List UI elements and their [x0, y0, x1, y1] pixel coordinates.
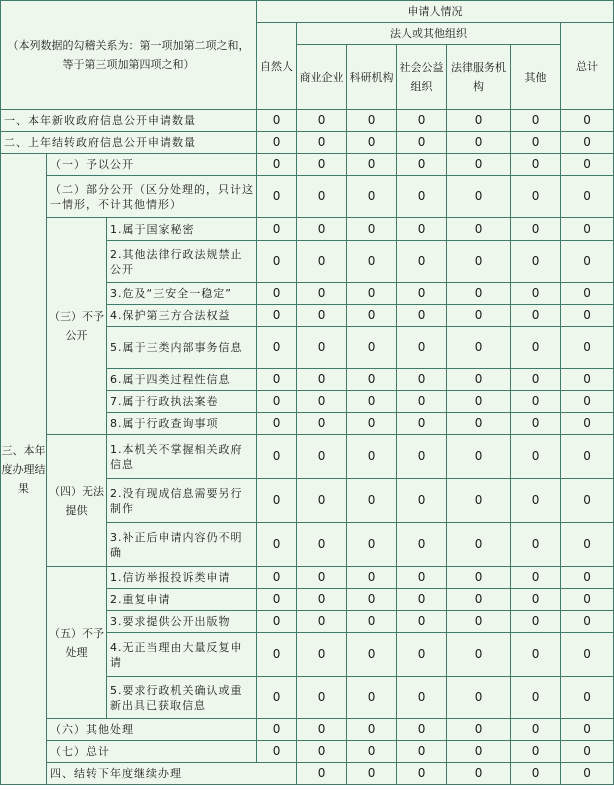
value-cell: 0 — [447, 369, 511, 391]
value-cell: 0 — [561, 479, 614, 523]
value-cell: 0 — [257, 305, 297, 327]
value-cell: 0 — [397, 479, 447, 523]
value-cell: 0 — [257, 523, 297, 567]
value-cell: 0 — [447, 218, 511, 241]
value-cell: 0 — [297, 218, 347, 241]
value-cell: 0 — [511, 218, 561, 241]
value-cell: 0 — [561, 763, 614, 785]
value-cell: 0 — [347, 479, 397, 523]
row-label-other-processing: （六）其他处理 — [47, 719, 257, 741]
table-row — [1, 719, 614, 741]
value-cell: 0 — [511, 633, 561, 677]
value-cell: 0 — [511, 435, 561, 479]
value-cell: 0 — [347, 589, 397, 611]
value-cell: 0 — [561, 154, 614, 176]
value-cell: 0 — [297, 589, 347, 611]
value-cell: 0 — [257, 218, 297, 241]
value-cell: 0 — [561, 369, 614, 391]
row-label-new-requests: 一、本年新收政府信息公开申请数量 — [1, 110, 257, 132]
not-open-item-label: 5.属于三类内部事务信息 — [107, 327, 257, 369]
value-cell: 0 — [397, 305, 447, 327]
value-cell: 0 — [347, 435, 397, 479]
value-cell: 0 — [257, 369, 297, 391]
value-cell: 0 — [257, 413, 297, 435]
value-cell: 0 — [297, 741, 347, 763]
value-cell: 0 — [297, 241, 347, 283]
value-cell: 0 — [347, 218, 397, 241]
value-cell: 0 — [297, 611, 347, 633]
table-row — [1, 567, 614, 589]
value-cell: 0 — [511, 305, 561, 327]
value-cell: 0 — [347, 391, 397, 413]
value-cell: 0 — [257, 154, 297, 176]
value-cell: 0 — [561, 741, 614, 763]
value-cell: 0 — [447, 132, 511, 154]
value-cell: 0 — [347, 305, 397, 327]
value-cell: 0 — [561, 218, 614, 241]
value-cell: 0 — [347, 611, 397, 633]
value-cell: 0 — [297, 283, 347, 305]
value-cell: 0 — [447, 110, 511, 132]
value-cell: 0 — [297, 633, 347, 677]
value-cell: 0 — [297, 132, 347, 154]
row-label-carry-forward: 四、结转下年度继续办理 — [47, 763, 297, 785]
value-cell: 0 — [447, 391, 511, 413]
value-cell: 0 — [347, 741, 397, 763]
value-cell: 0 — [511, 110, 561, 132]
value-cell: 0 — [561, 413, 614, 435]
value-cell: 0 — [397, 241, 447, 283]
value-cell: 0 — [511, 369, 561, 391]
section-result-label: 三、本年度办理结果 — [1, 154, 47, 785]
value-cell: 0 — [257, 132, 297, 154]
row-label-partial: （二）部分公开（区分处理的，只计这一情形，不计其他情形） — [47, 176, 257, 218]
value-cell: 0 — [447, 677, 511, 719]
value-cell: 0 — [347, 677, 397, 719]
value-cell: 0 — [561, 391, 614, 413]
value-cell: 0 — [347, 283, 397, 305]
header-applicant: 申请人情况 — [257, 1, 614, 23]
value-cell: 0 — [297, 369, 347, 391]
value-cell: 0 — [511, 589, 561, 611]
value-cell: 0 — [347, 413, 397, 435]
value-cell: 0 — [297, 176, 347, 218]
value-cell: 0 — [397, 154, 447, 176]
value-cell: 0 — [561, 110, 614, 132]
group-label-not-process: （五）不予处理 — [47, 567, 107, 719]
value-cell: 0 — [511, 241, 561, 283]
value-cell: 0 — [511, 479, 561, 523]
value-cell: 0 — [447, 567, 511, 589]
value-cell: 0 — [397, 677, 447, 719]
value-cell: 0 — [561, 589, 614, 611]
value-cell: 0 — [297, 327, 347, 369]
value-cell: 0 — [257, 567, 297, 589]
value-cell: 0 — [297, 523, 347, 567]
value-cell: 0 — [447, 413, 511, 435]
not-process-item-label: 3.要求提供公开出版物 — [107, 611, 257, 633]
not-open-item-label: 4.保护第三方合法权益 — [107, 305, 257, 327]
value-cell: 0 — [397, 589, 447, 611]
value-cell: 0 — [347, 763, 397, 785]
value-cell: 0 — [397, 435, 447, 479]
value-cell: 0 — [297, 567, 347, 589]
value-cell: 0 — [347, 633, 397, 677]
value-cell: 0 — [257, 435, 297, 479]
value-cell: 0 — [511, 413, 561, 435]
value-cell: 0 — [511, 677, 561, 719]
value-cell: 0 — [561, 327, 614, 369]
header-legal-other: 法人或其他组织 — [297, 23, 561, 45]
value-cell: 0 — [297, 110, 347, 132]
value-cell: 0 — [297, 305, 347, 327]
value-cell: 0 — [257, 741, 297, 763]
group-label-unable: （四）无法提供 — [47, 435, 107, 567]
value-cell: 0 — [347, 719, 397, 741]
value-cell: 0 — [447, 176, 511, 218]
value-cell: 0 — [257, 176, 297, 218]
value-cell: 0 — [297, 435, 347, 479]
value-cell: 0 — [347, 110, 397, 132]
value-cell: 0 — [347, 523, 397, 567]
value-cell: 0 — [257, 241, 297, 283]
value-cell: 0 — [447, 283, 511, 305]
value-cell: 0 — [397, 110, 447, 132]
value-cell: 0 — [297, 391, 347, 413]
value-cell: 0 — [257, 633, 297, 677]
value-cell: 0 — [397, 283, 447, 305]
value-cell: 0 — [447, 719, 511, 741]
value-cell: 0 — [511, 132, 561, 154]
value-cell: 0 — [297, 479, 347, 523]
value-cell: 0 — [561, 611, 614, 633]
row-label-open: （一）予以公开 — [47, 154, 257, 176]
value-cell: 0 — [447, 611, 511, 633]
value-cell: 0 — [447, 154, 511, 176]
value-cell: 0 — [347, 154, 397, 176]
value-cell: 0 — [561, 176, 614, 218]
row-label-subtotal: （七）总计 — [47, 741, 257, 763]
value-cell: 0 — [397, 523, 447, 567]
value-cell: 0 — [397, 327, 447, 369]
value-cell: 0 — [397, 633, 447, 677]
value-cell: 0 — [561, 677, 614, 719]
value-cell: 0 — [297, 763, 347, 785]
value-cell: 0 — [511, 176, 561, 218]
not-open-item-label: 8.属于行政查询事项 — [107, 413, 257, 435]
not-open-item-label: 1.属于国家秘密 — [107, 218, 257, 241]
not-open-item-label: 7.属于行政执法案卷 — [107, 391, 257, 413]
value-cell: 0 — [561, 567, 614, 589]
table-row — [1, 176, 614, 218]
value-cell: 0 — [511, 763, 561, 785]
value-cell: 0 — [397, 763, 447, 785]
value-cell: 0 — [447, 633, 511, 677]
value-cell: 0 — [297, 413, 347, 435]
value-cell: 0 — [561, 132, 614, 154]
header-research: 科研机构 — [347, 45, 397, 110]
value-cell: 0 — [347, 567, 397, 589]
value-cell: 0 — [561, 633, 614, 677]
not-process-item-label: 2.重复申请 — [107, 589, 257, 611]
value-cell: 0 — [561, 305, 614, 327]
value-cell: 0 — [561, 523, 614, 567]
value-cell: 0 — [511, 283, 561, 305]
header-note: （本列数据的勾稽关系为：第一项加第二项之和，等于第三项加第四项之和） — [1, 1, 257, 110]
value-cell: 0 — [511, 391, 561, 413]
value-cell: 0 — [511, 154, 561, 176]
header-total: 总计 — [561, 23, 614, 110]
value-cell: 0 — [257, 110, 297, 132]
not-process-item-label: 5.要求行政机关确认或重新出具已获取信息 — [107, 677, 257, 719]
value-cell: 0 — [397, 741, 447, 763]
value-cell: 0 — [561, 241, 614, 283]
not-open-item-label: 2.其他法律行政法规禁止公开 — [107, 241, 257, 283]
value-cell: 0 — [257, 677, 297, 719]
value-cell: 0 — [511, 327, 561, 369]
value-cell: 0 — [397, 413, 447, 435]
value-cell: 0 — [447, 479, 511, 523]
value-cell: 0 — [447, 305, 511, 327]
header-legal-service: 法律服务机构 — [447, 45, 511, 110]
value-cell: 0 — [561, 719, 614, 741]
header-other: 其他 — [511, 45, 561, 110]
not-open-item-label: 3.危及“三安全一稳定” — [107, 283, 257, 305]
unable-item-label: 3.补正后申请内容仍不明确 — [107, 523, 257, 567]
value-cell: 0 — [397, 611, 447, 633]
not-process-item-label: 4.无正当理由大量反复申请 — [107, 633, 257, 677]
group-label-not-open: （三）不予公开 — [47, 218, 107, 435]
not-process-item-label: 1.信访举报投诉类申请 — [107, 567, 257, 589]
value-cell: 0 — [257, 589, 297, 611]
value-cell: 0 — [511, 611, 561, 633]
value-cell: 0 — [397, 218, 447, 241]
value-cell: 0 — [347, 327, 397, 369]
value-cell: 0 — [347, 369, 397, 391]
value-cell: 0 — [347, 132, 397, 154]
not-open-item-label: 6.属于四类过程性信息 — [107, 369, 257, 391]
unable-item-label: 1.本机关不掌握相关政府信息 — [107, 435, 257, 479]
value-cell: 0 — [511, 523, 561, 567]
table-row — [1, 763, 614, 785]
table-row — [1, 132, 614, 154]
value-cell: 0 — [561, 283, 614, 305]
table-row — [1, 435, 614, 479]
value-cell: 0 — [397, 369, 447, 391]
value-cell: 0 — [447, 327, 511, 369]
header-welfare: 社会公益组织 — [397, 45, 447, 110]
value-cell: 0 — [447, 523, 511, 567]
header-natural-person: 自然人 — [257, 23, 297, 110]
table-row — [1, 110, 614, 132]
value-cell: 0 — [511, 719, 561, 741]
value-cell: 0 — [257, 391, 297, 413]
unable-item-label: 2.没有现成信息需要另行制作 — [107, 479, 257, 523]
table-row — [1, 154, 614, 176]
value-cell: 0 — [397, 391, 447, 413]
value-cell: 0 — [397, 567, 447, 589]
value-cell: 0 — [561, 435, 614, 479]
value-cell: 0 — [257, 327, 297, 369]
table-row — [1, 741, 614, 763]
value-cell: 0 — [397, 719, 447, 741]
value-cell: 0 — [347, 176, 397, 218]
value-cell: 0 — [347, 241, 397, 283]
value-cell: 0 — [257, 719, 297, 741]
value-cell: 0 — [447, 741, 511, 763]
value-cell: 0 — [447, 241, 511, 283]
value-cell: 0 — [511, 567, 561, 589]
value-cell: 0 — [447, 763, 511, 785]
header-commercial: 商业企业 — [297, 45, 347, 110]
value-cell: 0 — [447, 589, 511, 611]
row-label-carried-over: 二、上年结转政府信息公开申请数量 — [1, 132, 257, 154]
value-cell: 0 — [257, 479, 297, 523]
value-cell: 0 — [257, 283, 297, 305]
value-cell: 0 — [397, 132, 447, 154]
table-row — [1, 218, 614, 241]
value-cell: 0 — [447, 435, 511, 479]
value-cell: 0 — [297, 719, 347, 741]
value-cell: 0 — [297, 677, 347, 719]
value-cell: 0 — [511, 741, 561, 763]
value-cell: 0 — [297, 154, 347, 176]
value-cell: 0 — [397, 176, 447, 218]
value-cell: 0 — [257, 611, 297, 633]
